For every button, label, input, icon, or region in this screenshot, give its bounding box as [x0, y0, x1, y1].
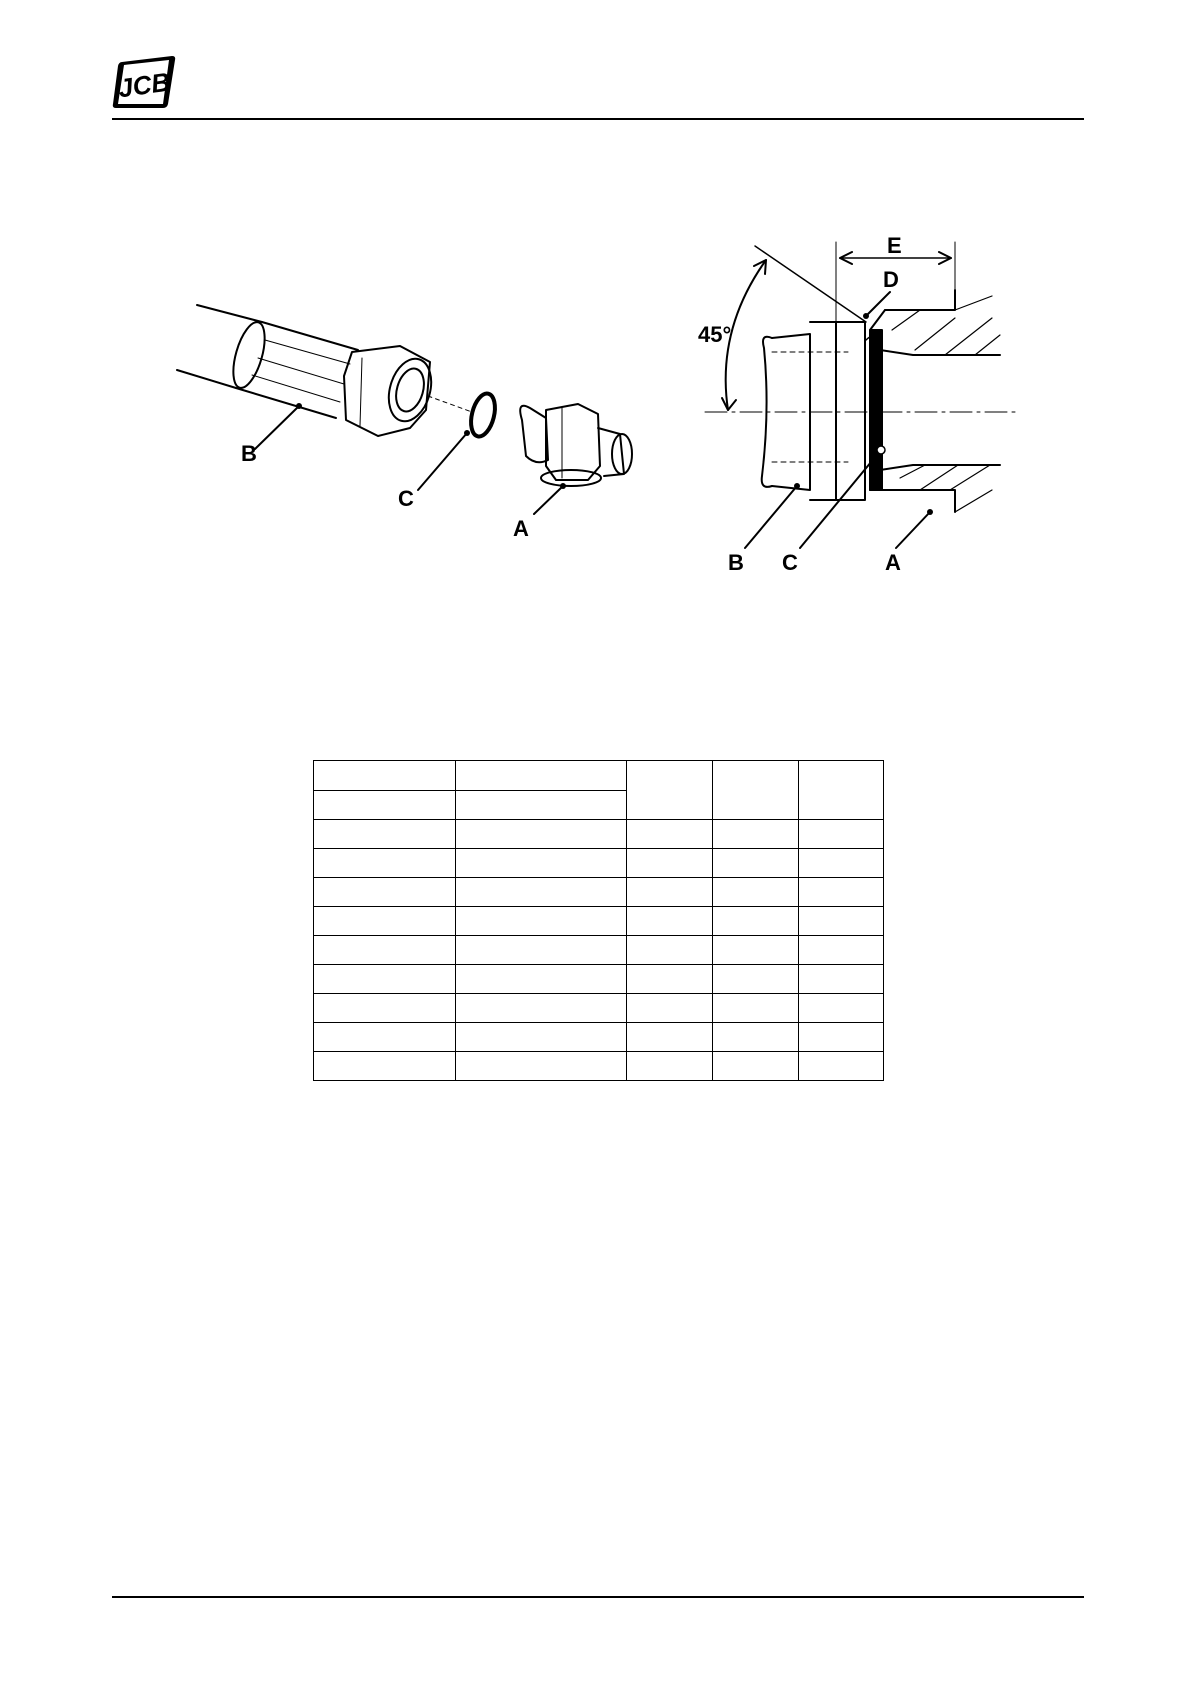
right-callout-a: A [885, 550, 901, 575]
table-cell [713, 965, 799, 994]
table-cell [713, 878, 799, 907]
table-row [314, 907, 884, 936]
table-cell [713, 849, 799, 878]
right-callout-c: C [782, 550, 798, 575]
table-cell [799, 820, 884, 849]
table-cell [456, 1052, 627, 1081]
table-cell [627, 849, 713, 878]
table-cell [799, 994, 884, 1023]
table-cell [713, 994, 799, 1023]
table-cell [627, 878, 713, 907]
table-row [314, 1023, 884, 1052]
left-callout-b: B [241, 441, 257, 466]
table-cell [627, 965, 713, 994]
table-cell [314, 1052, 456, 1081]
table-header-cell [799, 761, 884, 820]
right-callout-angle: 45° [698, 322, 732, 347]
table-cell [314, 1023, 456, 1052]
table-cell [627, 907, 713, 936]
table-cell [713, 907, 799, 936]
table-cell [456, 1023, 627, 1052]
table-cell [799, 878, 884, 907]
table-cell [713, 1052, 799, 1081]
table-cell [627, 1023, 713, 1052]
footer-rule [112, 1596, 1084, 1598]
table-cell [314, 849, 456, 878]
table-header-cell [627, 761, 713, 820]
table-header-cell [456, 790, 627, 820]
table-cell [799, 849, 884, 878]
table-cell [456, 820, 627, 849]
left-callout-a: A [513, 516, 529, 541]
table-cell [713, 1023, 799, 1052]
table-cell [314, 965, 456, 994]
table-cell [799, 965, 884, 994]
table-cell [627, 820, 713, 849]
right-callout-d: D [883, 267, 899, 292]
hose-assembly-drawing [177, 305, 472, 436]
table-cell [314, 820, 456, 849]
table-cell [627, 1052, 713, 1081]
table-cell [456, 994, 627, 1023]
table-cell [799, 1023, 884, 1052]
right-callout-b: B [728, 550, 744, 575]
table-cell [456, 907, 627, 936]
table-cell [799, 1052, 884, 1081]
table-cell [799, 907, 884, 936]
table-header-row [314, 761, 884, 791]
table-header-cell [314, 790, 456, 820]
table-row [314, 936, 884, 965]
specification-table [313, 760, 884, 1081]
table-cell [456, 878, 627, 907]
table-header-cell [713, 761, 799, 820]
left-callout-c: C [398, 486, 414, 511]
table-cell [799, 936, 884, 965]
table-cell [713, 936, 799, 965]
o-ring-drawing [467, 391, 499, 439]
hose-fitting-illustration [0, 0, 1190, 600]
table-cell [314, 994, 456, 1023]
table-cell [314, 907, 456, 936]
table-row [314, 820, 884, 849]
table-row [314, 994, 884, 1023]
table-cell [627, 994, 713, 1023]
table-cell [713, 820, 799, 849]
adaptor-drawing [520, 404, 632, 486]
table-cell [314, 936, 456, 965]
right-callout-e: E [887, 233, 902, 258]
svg-text:JCB: JCB [116, 66, 172, 104]
table-cell [314, 878, 456, 907]
table-cell [456, 936, 627, 965]
table-cell [627, 936, 713, 965]
table-row [314, 965, 884, 994]
table-row [314, 1052, 884, 1081]
table-header-cell [314, 761, 456, 791]
table-header-cell [456, 761, 627, 791]
table-row [314, 878, 884, 907]
table-cell [456, 849, 627, 878]
table-row [314, 849, 884, 878]
table-cell [456, 965, 627, 994]
